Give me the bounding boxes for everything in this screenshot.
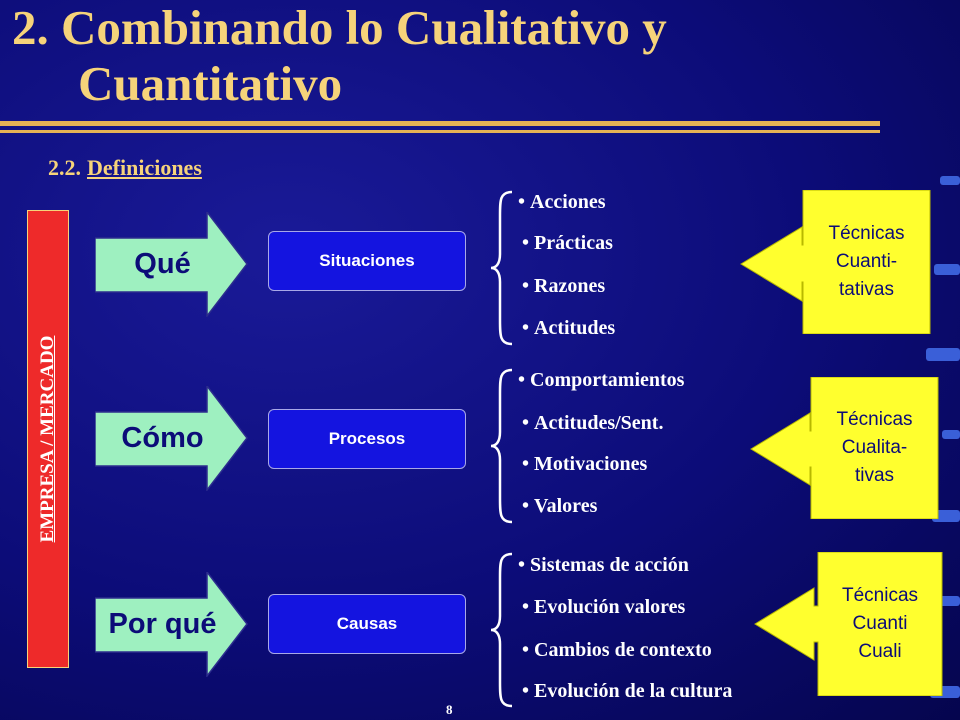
question-label: Cómo	[121, 422, 204, 454]
list-item: • Acciones	[518, 191, 606, 213]
list-item: • Evolución valores	[522, 596, 685, 618]
subtitle-number: 2.2.	[48, 155, 81, 180]
technique-arrow-cualitativas	[748, 377, 948, 519]
decorative-bar	[940, 176, 960, 185]
concept-box-causas: Causas	[268, 594, 466, 654]
list-item: • Cambios de contexto	[522, 639, 712, 661]
technique-line: Técnicas	[836, 409, 913, 430]
technique-line: Cuali	[858, 641, 902, 662]
concept-box-situaciones: Situaciones	[268, 231, 466, 291]
side-label: EMPRESA / MERCADO	[37, 335, 58, 543]
list-item: • Evolución de la cultura	[522, 680, 732, 702]
title-underline	[0, 121, 880, 126]
technique-label	[818, 552, 942, 696]
question-label: Por qué	[108, 608, 217, 640]
curly-brace	[488, 550, 516, 710]
technique-label	[803, 190, 930, 334]
question-label: Qué	[134, 248, 191, 280]
list-item: • Razones	[522, 275, 605, 297]
title-line-1: 2. Combinando lo Cualitativo y	[12, 0, 667, 55]
technique-line: Cualita-	[841, 437, 908, 458]
technique-line: tivas	[854, 465, 895, 486]
curly-brace	[488, 188, 516, 348]
list-item: • Comportamientos	[518, 369, 684, 391]
list-item: • Actitudes/Sent.	[522, 412, 663, 434]
technique-arrow-cuanti-cuali	[752, 552, 952, 696]
technique-line: Técnicas	[828, 223, 905, 244]
title-line-2: Cuantitativo	[78, 56, 343, 111]
question-arrow-por-que	[95, 572, 250, 677]
question-arrow-que	[95, 212, 250, 317]
list-item: • Motivaciones	[522, 453, 647, 475]
curly-brace	[488, 366, 516, 526]
title-underline-thin	[0, 130, 880, 133]
list-item: • Valores	[522, 495, 597, 517]
list-item: • Sistemas de acción	[518, 554, 689, 576]
technique-line: Técnicas	[841, 585, 919, 606]
technique-label	[811, 377, 938, 519]
technique-line: tativas	[839, 279, 894, 300]
technique-line: Cuanti	[852, 613, 908, 634]
technique-arrow-cuantitativas	[738, 190, 938, 334]
list-item: • Actitudes	[522, 317, 615, 339]
concept-box-procesos: Procesos	[268, 409, 466, 469]
section-subtitle	[48, 155, 202, 181]
page-number: 8	[446, 702, 453, 717]
technique-line: Cuanti-	[835, 251, 898, 272]
decorative-bar	[926, 348, 960, 361]
list-item: • Prácticas	[522, 232, 613, 254]
slide-title	[12, 0, 667, 112]
subtitle-text: Definiciones	[87, 155, 202, 180]
question-arrow-como	[95, 386, 250, 491]
empresa-mercado-bar	[27, 210, 69, 668]
